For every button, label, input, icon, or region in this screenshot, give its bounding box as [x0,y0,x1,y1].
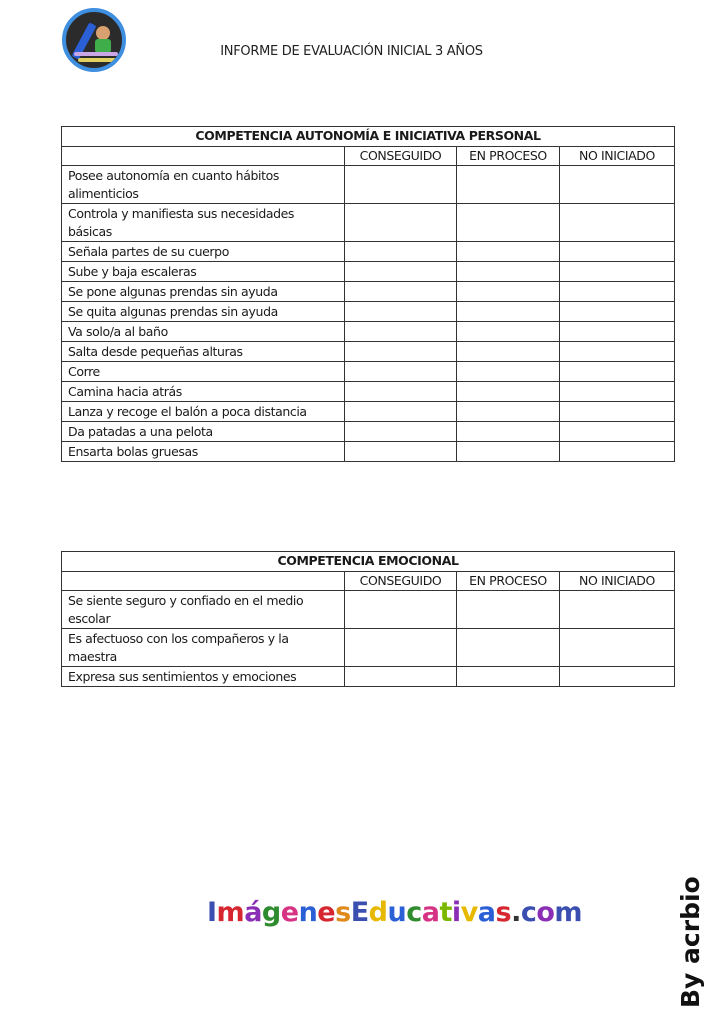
cell-en-proceso[interactable] [457,382,560,402]
column-header-empty [62,147,345,166]
row-label: Corre [62,362,345,382]
cell-en-proceso[interactable] [457,282,560,302]
child-head-icon [96,26,110,40]
table-row [62,282,675,302]
table-row [62,262,675,282]
row-label: Camina hacia atrás [62,382,345,402]
column-header: NO INICIADO [560,147,675,166]
cell-no-iniciado[interactable] [560,302,675,322]
cell-en-proceso[interactable] [457,342,560,362]
column-header: CONSEGUIDO [345,572,457,591]
table-autonomia [61,126,675,462]
cell-en-proceso[interactable] [457,322,560,342]
cell-conseguido[interactable] [345,262,457,282]
row-label: Se quita algunas prendas sin ayuda [62,302,345,322]
brand-letter: á [244,897,262,928]
brand-letter: e [317,897,336,928]
table-row [62,302,675,322]
cell-conseguido[interactable] [345,591,457,629]
row-label: Expresa sus sentimientos y emociones [62,667,345,687]
cell-en-proceso[interactable] [457,402,560,422]
cell-no-iniciado[interactable] [560,342,675,362]
cell-en-proceso[interactable] [457,242,560,262]
cell-conseguido[interactable] [345,242,457,262]
table-title: COMPETENCIA EMOCIONAL [62,552,675,572]
brand-letter: a [421,897,440,928]
cell-en-proceso[interactable] [457,667,560,687]
cell-conseguido[interactable] [345,667,457,687]
column-header: EN PROCESO [457,572,560,591]
column-header: EN PROCESO [457,147,560,166]
brand-letter: I [207,897,217,928]
cell-conseguido[interactable] [345,302,457,322]
cell-en-proceso[interactable] [457,591,560,629]
row-label: Va solo/a al baño [62,322,345,342]
table-row [62,362,675,382]
brand-letter: s [335,897,351,928]
cell-conseguido[interactable] [345,402,457,422]
brand-letter: m [216,897,245,928]
cell-no-iniciado[interactable] [560,382,675,402]
table-emocional [61,551,675,687]
row-label: Sube y baja escaleras [62,262,345,282]
cell-conseguido[interactable] [345,282,457,302]
cell-conseguido[interactable] [345,342,457,362]
brand-letter: c [406,897,422,928]
row-label: Lanza y recoge el balón a poca distancia [62,402,345,422]
brand-letter: m [554,897,583,928]
column-header-empty [62,572,345,591]
table-row [62,322,675,342]
cell-en-proceso[interactable] [457,204,560,242]
cell-no-iniciado[interactable] [560,362,675,382]
cell-no-iniciado[interactable] [560,204,675,242]
brand-letter: g [261,897,281,928]
brand-letter: e [280,897,299,928]
table-row [62,166,675,204]
brand-letter: v [460,897,478,928]
row-label: Se pone algunas prendas sin ayuda [62,282,345,302]
table-row [62,442,675,462]
brand-letter: i [451,897,461,928]
table-row [62,382,675,402]
brand-letter: u [387,897,407,928]
table-row [62,591,675,629]
brand-logo-text [207,897,582,928]
cell-conseguido[interactable] [345,166,457,204]
row-label: Es afectuoso con los compañeros y la maestra [62,629,345,667]
cell-conseguido[interactable] [345,442,457,462]
brand-letter: o [536,897,555,928]
cell-no-iniciado[interactable] [560,629,675,667]
author-byline: By acrbio [676,876,705,1008]
table-row [62,629,675,667]
cell-en-proceso[interactable] [457,302,560,322]
cell-no-iniciado[interactable] [560,262,675,282]
row-label: Da patadas a una pelota [62,422,345,442]
cell-no-iniciado[interactable] [560,282,675,302]
cell-no-iniciado[interactable] [560,402,675,422]
table-row [62,204,675,242]
table-title: COMPETENCIA AUTONOMÍA E INICIATIVA PERSONAL [62,127,675,147]
cell-no-iniciado[interactable] [560,591,675,629]
cell-en-proceso[interactable] [457,629,560,667]
table-row [62,402,675,422]
row-label: Ensarta bolas gruesas [62,442,345,462]
table-row [62,667,675,687]
brand-letter: n [298,897,318,928]
brand-letter: E [350,897,369,928]
page-title: INFORME DE EVALUACIÓN INICIAL 3 AÑOS [220,44,483,59]
row-label: Salta desde pequeñas alturas [62,342,345,362]
cell-en-proceso[interactable] [457,362,560,382]
column-header: NO INICIADO [560,572,675,591]
cell-conseguido[interactable] [345,629,457,667]
cell-no-iniciado[interactable] [560,442,675,462]
table-row [62,422,675,442]
brand-letter: c [520,897,537,928]
cell-conseguido[interactable] [345,322,457,342]
brand-letter: s [495,897,512,928]
row-label: Señala partes de su cuerpo [62,242,345,262]
cell-no-iniciado[interactable] [560,242,675,262]
row-label: Se siente seguro y confiado en el medio escolar [62,591,345,629]
cell-conseguido[interactable] [345,204,457,242]
cell-conseguido[interactable] [345,422,457,442]
table-row [62,242,675,262]
brand-letter: t [439,897,452,928]
column-header: CONSEGUIDO [345,147,457,166]
cell-en-proceso[interactable] [457,166,560,204]
brand-letter: d [368,897,388,928]
brand-letter: a [477,897,496,928]
cell-en-proceso[interactable] [457,442,560,462]
cell-en-proceso[interactable] [457,262,560,282]
cell-en-proceso[interactable] [457,422,560,442]
cell-conseguido[interactable] [345,382,457,402]
school-logo [62,8,126,72]
row-label: Posee autonomía en cuanto hábitos alimenticios [62,166,345,204]
cell-conseguido[interactable] [345,362,457,382]
cell-no-iniciado[interactable] [560,166,675,204]
row-label: Controla y manifiesta sus necesidades básicas [62,204,345,242]
cell-no-iniciado[interactable] [560,422,675,442]
cell-no-iniciado[interactable] [560,667,675,687]
brand-letter: . [511,897,521,928]
cell-no-iniciado[interactable] [560,322,675,342]
table-row [62,342,675,362]
